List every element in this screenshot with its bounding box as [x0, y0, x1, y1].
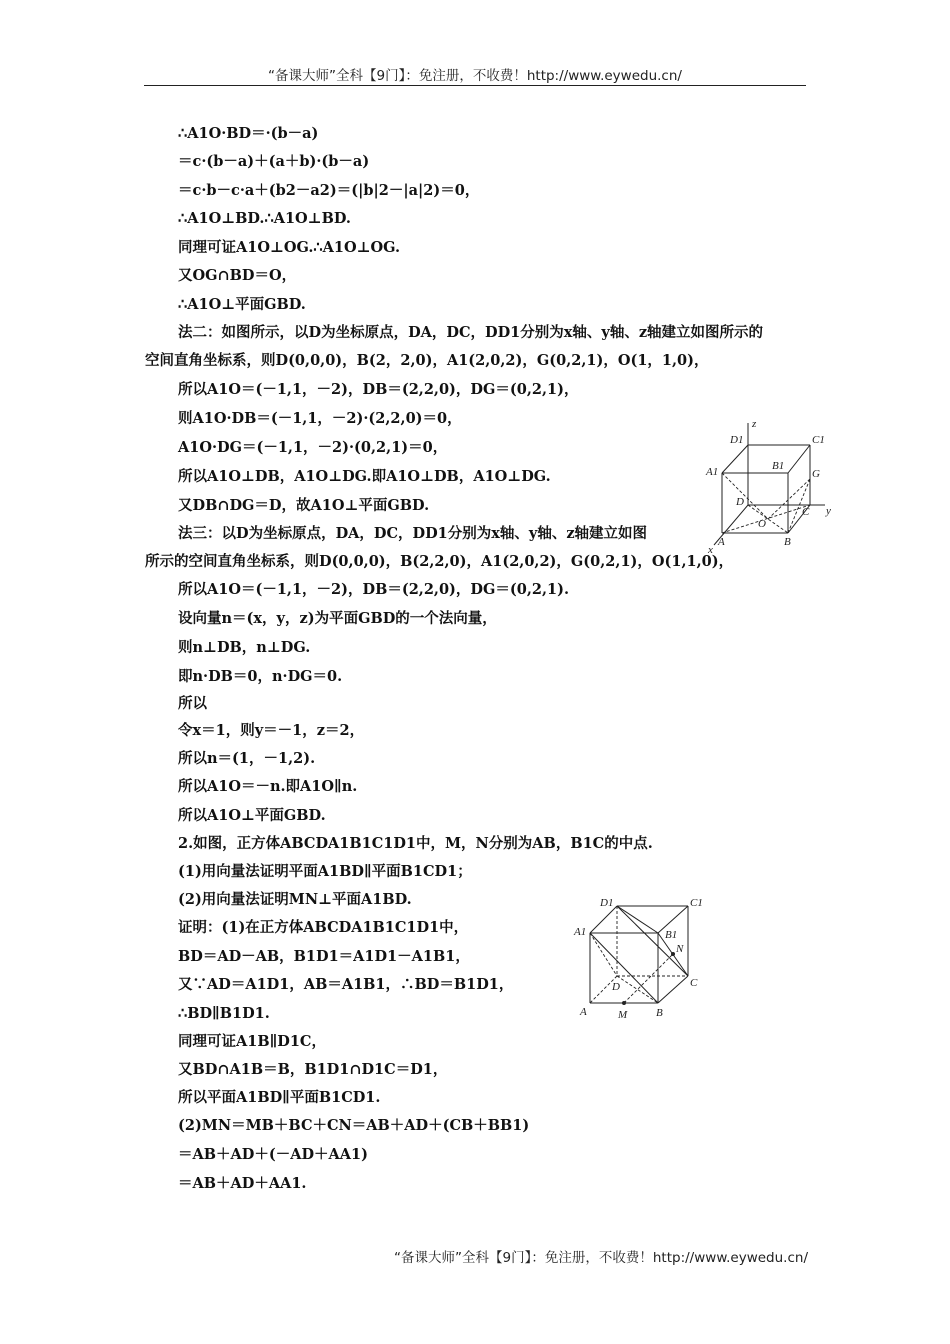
text-line: 又DB∩DG＝D，故A1O⊥平面GBD. [178, 497, 430, 514]
fig2-label-c: C [690, 977, 698, 989]
text-line: 又∵AD＝A1D1，AB＝A1B1，∴BD＝B1D1， [178, 976, 514, 993]
text-line: 又OG∩BD＝O， [178, 267, 297, 284]
fig1-label-a: A [718, 536, 725, 548]
text-line: 所以A1O＝(－1,1，－2)，DB＝(2,2,0)，DG＝(0,2,1)， [178, 381, 579, 398]
text-line: 令x＝1，则y＝－1，z＝2， [178, 722, 365, 739]
text-line: 同理可证A1O⊥OG.∴A1O⊥OG. [178, 239, 401, 256]
text-line: (2)用向量法证明MN⊥平面A1BD. [178, 891, 412, 908]
text-line: 又BD∩A1B＝B，B1D1∩D1C＝D1， [178, 1061, 448, 1078]
text-line: ∴A1O⊥平面GBD. [178, 296, 306, 313]
text-line: ∴A1O⊥BD.∴A1O⊥BD. [178, 210, 351, 227]
text-line: ＝AB＋AD＋(－AD＋AA1) [178, 1146, 368, 1163]
text-line: 所以n＝(1，－1,2). [178, 750, 316, 767]
fig1-label-y: y [826, 505, 831, 517]
fig2-label-a: A [580, 1006, 587, 1018]
text-line: BD＝AD－AB，B1D1＝A1D1－A1B1， [178, 948, 470, 965]
fig1-label-g: G [812, 468, 820, 480]
text-line: 所以 [178, 695, 207, 712]
fig2-label-b1: B1 [665, 929, 678, 941]
fig2-label-m: M [618, 1009, 628, 1021]
text-line: 所示的空间直角坐标系，则D(0,0,0)，B(2,2,0)，A1(2,0,2)，G(0,2,1)，O(1,1,0)， [145, 553, 734, 570]
fig1-label-d1: D1 [730, 434, 744, 446]
fig2-label-c1: C1 [690, 897, 703, 909]
fig1-label-c: C [802, 506, 810, 518]
text-line: 所以A1O⊥平面GBD. [178, 807, 326, 824]
text-line: 法三：以D为坐标原点，DA，DC，DD1分别为x轴、y轴、z轴建立如图 [178, 525, 648, 542]
text-line: A1O·DG＝(－1,1，－2)·(0,2,1)＝0， [178, 439, 448, 456]
text-line: (2)MN＝MB＋BC＋CN＝AB＋AD＋(CB＋BB1) [178, 1117, 530, 1134]
fig2-label-a1: A1 [574, 926, 587, 938]
text-line: 同理可证A1B∥D1C， [178, 1033, 326, 1050]
fig1-label-d: D [736, 496, 744, 508]
text-line: 所以平面A1BD∥平面B1CD1. [178, 1089, 381, 1106]
text-line: 所以A1O＝－n.即A1O∥n. [178, 778, 358, 795]
text-line: (1)用向量法证明平面A1BD∥平面B1CD1； [178, 863, 472, 880]
fig2-label-d: D [612, 981, 620, 993]
fig1-label-x: x [708, 544, 713, 555]
text-line: 所以A1O＝(－1,1，－2)，DB＝(2,2,0)，DG＝(0,2,1). [178, 581, 570, 598]
text-line: 2.如图，正方体ABCDA1B1C1D1中，M，N分别为AB，B1C的中点. [178, 835, 653, 852]
cube-coordinate-figure [700, 415, 840, 555]
fig1-label-b: B [784, 536, 791, 548]
fig2-label-d1: D1 [600, 897, 614, 909]
text-line: 则n⊥DB，n⊥DG. [178, 639, 311, 656]
text-line: 所以A1O⊥DB，A1O⊥DG.即A1O⊥DB，A1O⊥DG. [178, 468, 551, 485]
page-header: “备课大师”全科【9门】：免注册，不收费！http://www.eywedu.cn/ [268, 68, 682, 84]
text-line: 法二：如图所示，以D为坐标原点，DA，DC，DD1分别为x轴、y轴、z轴建立如图所示的 [178, 324, 764, 341]
text-line: ∴BD∥B1D1. [178, 1005, 270, 1022]
text-line: ∴A1O·BD＝·(b－a) [178, 125, 319, 142]
text-line: 设向量n＝(x，y，z)为平面GBD的一个法向量， [178, 610, 497, 627]
fig1-label-b1: B1 [772, 460, 785, 472]
text-line: 空间直角坐标系，则D(0,0,0)，B(2，2,0)，A1(2,0,2)，G(0,2,1)，O(1，1,0)， [145, 352, 709, 369]
header-divider [144, 85, 806, 86]
fig2-label-b: B [656, 1007, 663, 1019]
text-line: ＝c·(b－a)＋(a＋b)·(b－a) [178, 153, 370, 170]
fig1-label-c1: C1 [812, 434, 825, 446]
text-line: ＝AB＋AD＋AA1. [178, 1175, 307, 1192]
text-line: ＝c·b－c·a＋(b2－a2)＝(|b|2－|a|2)＝0， [178, 182, 480, 199]
text-line: 即n·DB＝0，n·DG＝0. [178, 668, 343, 685]
text-line: 证明：(1)在正方体ABCDA1B1C1D1中， [178, 919, 469, 936]
page-footer: “备课大师”全科【9门】：免注册，不收费！http://www.eywedu.cn/ [394, 1250, 808, 1266]
cube-figure [570, 888, 705, 1023]
fig1-label-o: O [758, 518, 766, 530]
text-line: 则A1O·DB＝(－1,1，－2)·(2,2,0)＝0， [178, 410, 462, 427]
fig1-label-z: z [752, 418, 757, 430]
fig1-label-a1: A1 [706, 466, 719, 478]
fig2-label-n: N [676, 943, 684, 955]
